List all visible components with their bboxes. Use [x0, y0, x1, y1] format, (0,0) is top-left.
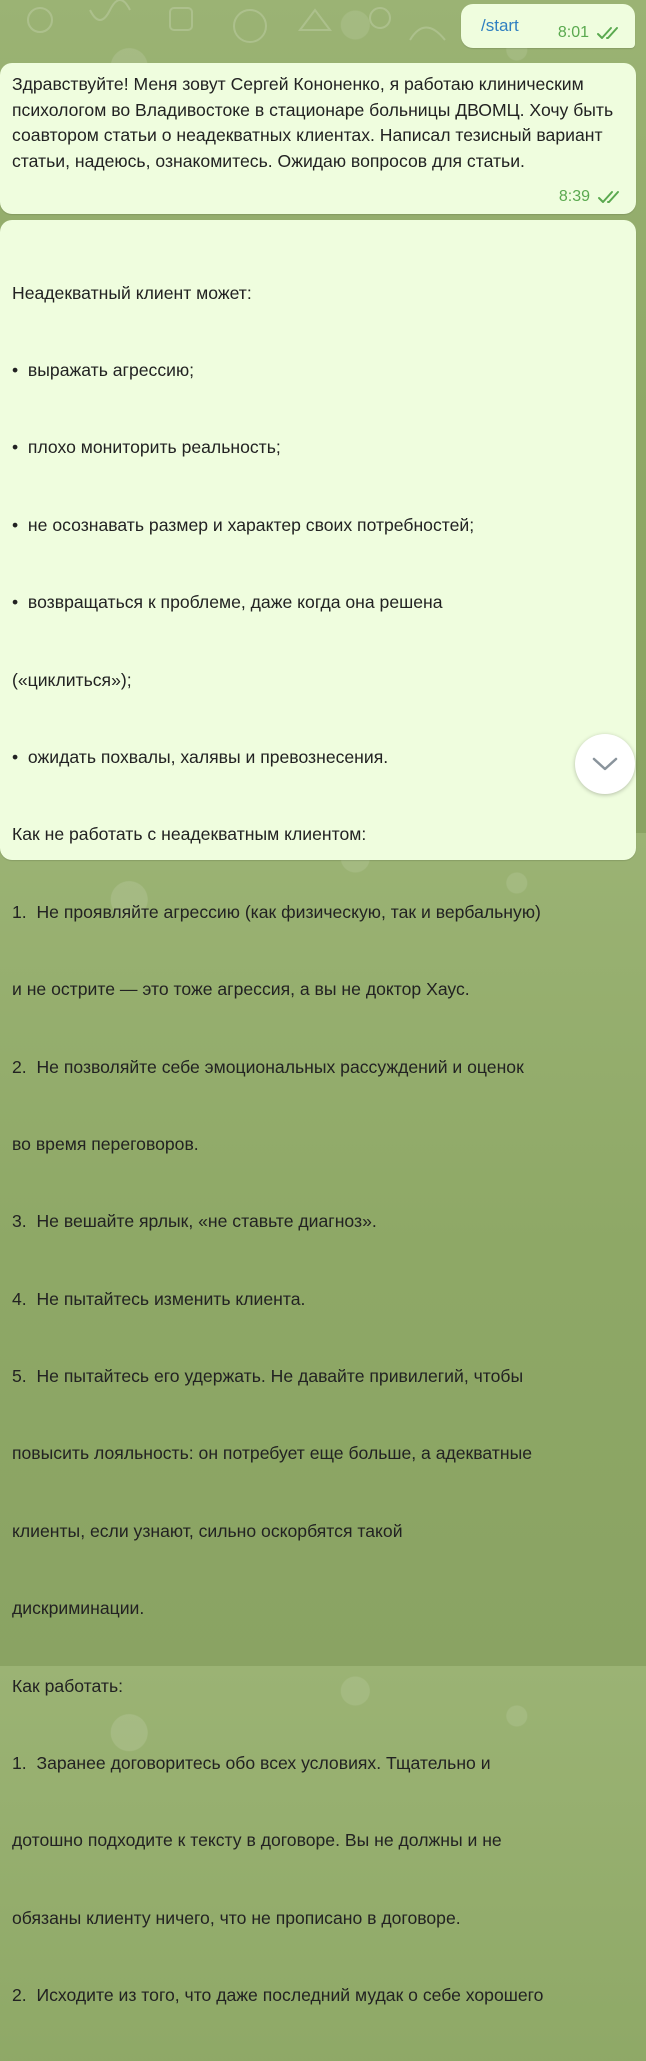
- article-line: • возвращаться к проблеме, даже когда она решена: [12, 592, 443, 613]
- article-line: Как работать:: [12, 1675, 124, 1696]
- article-line: 5. Не пытайтесь его удержать. Не давайте привилегий, чтобы: [12, 1366, 524, 1387]
- article-line: обязаны клиенту ничего, что не прописано в договоре.: [12, 1907, 461, 1928]
- article-line: • выражать агрессию;: [12, 359, 195, 380]
- message-text: Здравствуйте! Меня зовут Сергей Кононенко, я работаю клиническим психологом во Владивостоке в стационаре больницы ДВОМЦ. Хочу быть соавтором статьи о неадекватных клиентах. Написал тезисный вариант статьи, надеюсь, ознакомитесь. Ожидаю вопросов для статьи.: [12, 74, 614, 171]
- chat-wallpaper-pattern: [0, 0, 460, 60]
- article-line: дискриминации.: [12, 1598, 145, 1619]
- double-check-icon: [597, 26, 623, 40]
- message-start-command[interactable]: [461, 4, 635, 48]
- article-line: и не острите — это тоже агрессия, а вы не доктор Хаус.: [12, 979, 470, 1000]
- message-intro[interactable]: [0, 63, 636, 214]
- message-meta: [559, 188, 624, 206]
- article-line: 2. Исходите из того, что даже последний мудак о себе хорошего: [12, 1985, 544, 2006]
- message-article[interactable]: [0, 220, 636, 2006]
- article-text: [12, 229, 628, 2061]
- message-time: 8:39: [558, 188, 590, 205]
- start-command-link[interactable]: /start: [481, 16, 519, 35]
- article-line: • плохо мониторить реальность;: [12, 437, 281, 458]
- article-line: во время переговоров.: [12, 1133, 199, 1154]
- message-meta: [558, 24, 623, 42]
- double-check-icon: [598, 190, 624, 204]
- article-line: 1. Заранее договоритесь обо всех условиях. Тщательно и: [12, 1753, 491, 1774]
- chevron-down-icon: [591, 756, 619, 772]
- message-time: 8:01: [557, 24, 589, 41]
- article-line: Как не работать с неадекватным клиентом:: [12, 824, 367, 845]
- article-line: дотошно подходите к тексту в договоре. Вы не должны и не: [12, 1830, 502, 1851]
- article-line: 2. Не позволяйте себе эмоциональных рассуждений и оценок: [12, 1056, 524, 1077]
- article-line: • ожидать похвалы, халявы и превознесения.: [12, 746, 389, 767]
- article-line: 4. Не пытайтесь изменить клиента.: [12, 1288, 306, 1309]
- article-line: • не осознавать размер и характер своих потребностей;: [12, 514, 475, 535]
- article-line: клиенты, если узнают, сильно оскорбятся такой: [12, 1520, 403, 1541]
- article-line: («циклиться»);: [12, 669, 132, 690]
- scroll-down-button[interactable]: [575, 734, 635, 794]
- article-line: Неадекватный клиент может:: [12, 282, 252, 303]
- article-line: повысить лояльность: он потребует еще больше, а адекватные: [12, 1443, 533, 1464]
- article-line: 1. Не проявляйте агрессию (как физическую, так и вербальную): [12, 901, 541, 922]
- article-line: 3. Не вешайте ярлык, «не ставьте диагноз».: [12, 1211, 377, 1232]
